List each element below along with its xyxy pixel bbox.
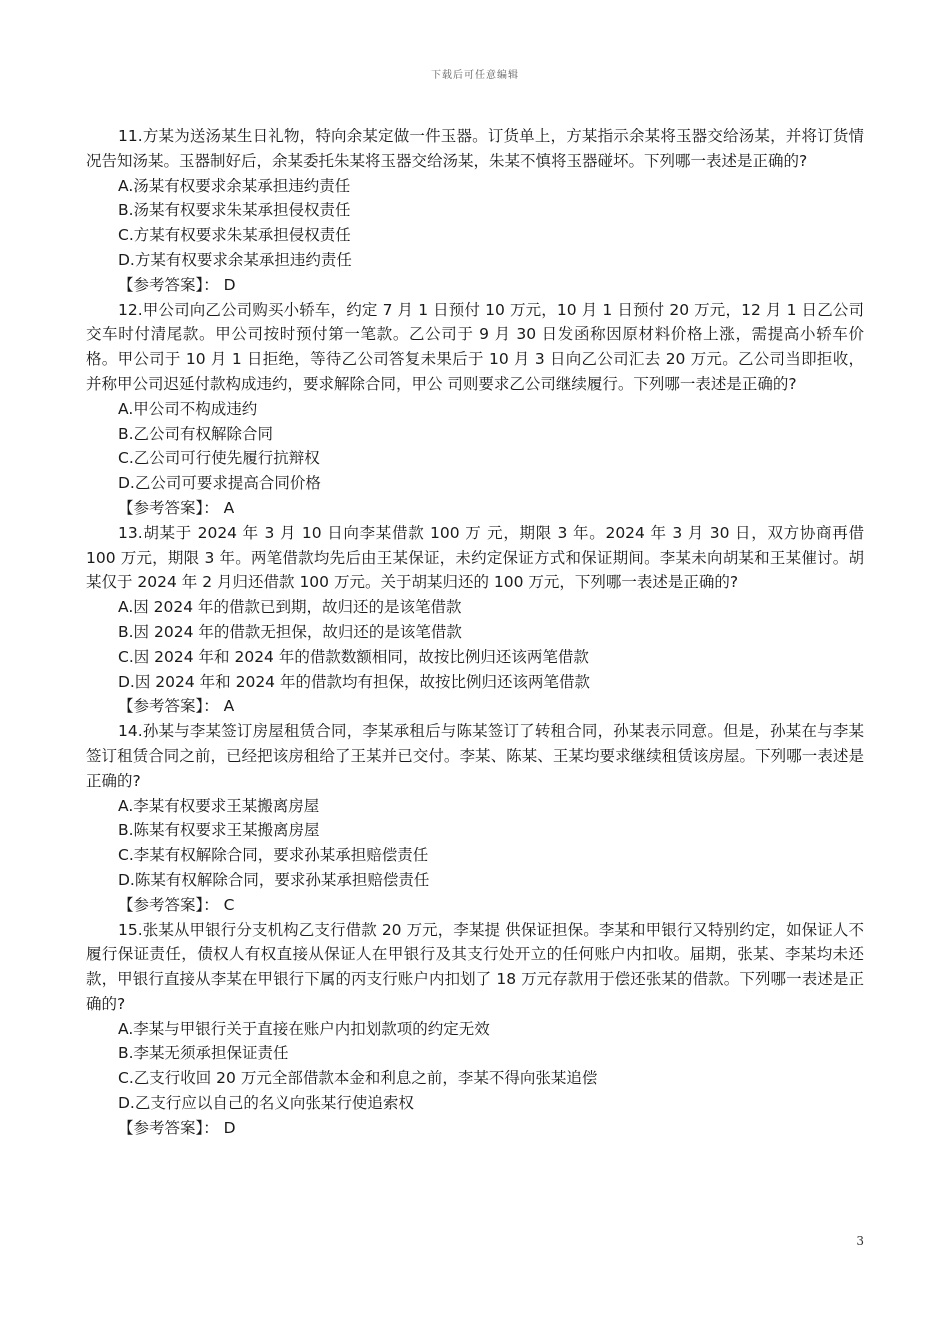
option-d: D.方某有权要求余某承担违约责任	[118, 250, 352, 269]
question-block	[86, 124, 864, 298]
option-b: B.李某无须承担保证责任	[118, 1044, 289, 1063]
question-block	[86, 918, 864, 1141]
question-block	[86, 521, 864, 719]
option-c: C.李某有权解除合同，要求孙某承担赔偿责任	[118, 846, 429, 865]
reference-answer: 【参考答案】： A	[118, 498, 235, 517]
question-stem: 15.张某从甲银行分支机构乙支行借款 20 万元，李某提 供保证担保。李某和甲银行又特别约定，如保证人不履行保证责任，债权人有权直接从保证人在甲银行及其支行处开立的任何账户内扣收。届期，张某、李某均未还 款，甲银行直接从李某在甲银行下属的丙支行账户内扣划了 18 万元存款用于偿还张某的借款。下列哪一表述是正确的?	[86, 920, 864, 1013]
option-d: D.陈某有权解除合同，要求孙某承担赔偿责任	[118, 870, 430, 889]
question-stem: 14.孙某与李某签订房屋租赁合同，李某承租后与陈某签订了转租合同，孙某表示同意。但是，孙某在与李某签订租赁合同之前，已经把该房租给了王某并已交付。李某、陈某、王某均要求继续租赁该房屋。下列哪一表述是正确的?	[86, 722, 864, 790]
question-stem: 11.方某为送汤某生日礼物，特向余某定做一件玉器。订货单上，方某指示余某将玉器交给汤某，并将订货情况告知汤某。玉器制好后，余某委托朱某将玉器交给汤某，朱某不慎将玉器碰坏。下列哪一表述是正确的?	[86, 127, 864, 170]
option-d: D.乙支行应以自己的名义向张某行使追索权	[118, 1094, 414, 1113]
option-c: C.乙支行收回 20 万元全部借款本金和利息之前，李某不得向张某追偿	[118, 1069, 598, 1088]
option-d: D.乙公司可要求提高合同价格	[118, 474, 321, 493]
option-a: A.甲公司不构成违约	[118, 399, 258, 418]
option-b: B.汤某有权要求朱某承担侵权责任	[118, 201, 351, 220]
option-c: C.乙公司可行使先履行抗辩权	[118, 449, 320, 468]
question-block	[86, 298, 864, 521]
page-header: 下载后可任意编辑	[431, 70, 519, 81]
reference-answer: 【参考答案】： C	[118, 895, 235, 914]
option-b: B.因 2024 年的借款无担保，故归还的是该笔借款	[118, 622, 462, 641]
reference-answer: 【参考答案】： A	[118, 697, 235, 716]
option-a: A.汤某有权要求余某承担违约责任	[118, 176, 351, 195]
option-c: C.因 2024 年和 2024 年的借款数额相同，故按比例归还该两笔借款	[118, 647, 589, 666]
option-c: C.方某有权要求朱某承担侵权责任	[118, 226, 351, 245]
option-a: A.李某有权要求王某搬离房屋	[118, 796, 320, 815]
reference-answer: 【参考答案】： D	[118, 1118, 236, 1137]
question-list	[86, 124, 864, 1141]
question-stem: 12.甲公司向乙公司购买小轿车，约定 7 月 1 日预付 10 万元，10 月 1 日预付 20 万元，12 月 1 日乙公司交车时付清尾款。甲公司按时预付第一笔款。乙公司于 9 月 30 日发函称因原材料价格上涨，需提高小轿车价 格。甲公司于 10 月 1 日拒绝，等待乙公司答复未果后于 10 月 3 日向乙公司汇去 20 万元。乙公司当即拒收，并称甲公司迟延付款构成违约，要求解除合同，甲公 司则要求乙公司继续履行。下列哪一表述是正确的?	[86, 300, 864, 393]
question-stem: 13.胡某于 2024 年 3 月 10 日向李某借款 100 万 元，期限 3 年。2024 年 3 月 30 日，双方协商再借 100 万元，期限 3 年。两笔借款均先后由王某保证，未约定保证方式和保证期间。李某未向胡某和王某催讨。胡某仅于 2024 年 2 月归还借款 100 万元。关于胡某归还的 100 万元，下列哪一表述是正确的?	[86, 523, 864, 592]
page-number: 3	[856, 1234, 864, 1248]
option-d: D.因 2024 年和 2024 年的借款均有担保，故按比例归还该两笔借款	[118, 672, 590, 691]
option-a: A.李某与甲银行关于直接在账户内扣划款项的约定无效	[118, 1019, 490, 1038]
option-a: A.因 2024 年的借款已到期，故归还的是该笔借款	[118, 598, 462, 617]
question-block	[86, 719, 864, 917]
option-b: B.乙公司有权解除合同	[118, 424, 274, 443]
option-b: B.陈某有权要求王某搬离房屋	[118, 821, 320, 840]
reference-answer: 【参考答案】： D	[118, 275, 236, 294]
